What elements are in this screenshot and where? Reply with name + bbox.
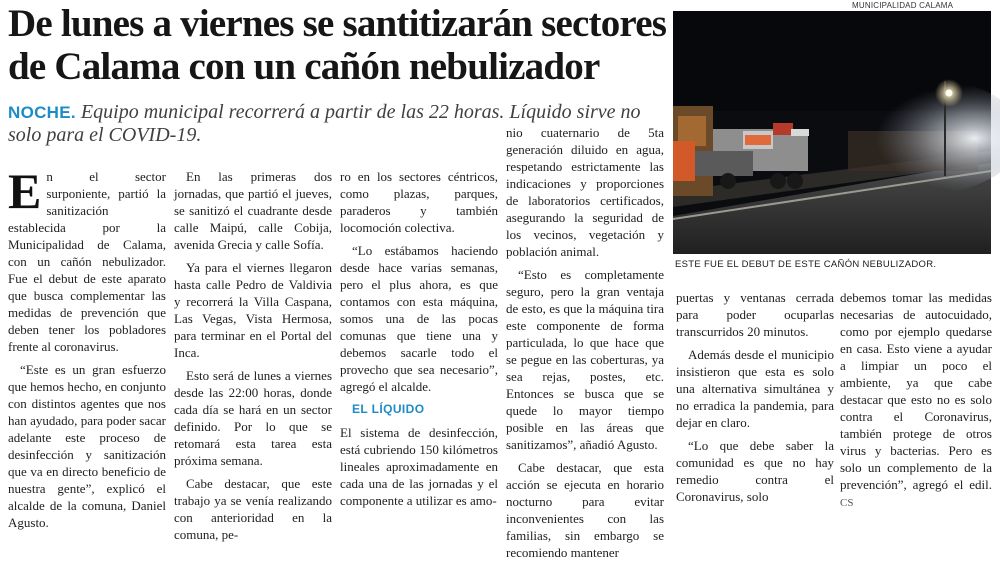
- article-column-4: [506, 124, 664, 560]
- photo-caption: ESTE FUE EL DEBUT DE ESTE CAÑÓN NEBULIZADOR.: [675, 259, 937, 270]
- paragraph: El sistema de desinfección, está cubriendo 150 kilómetros lineales aproximadamente en cada una de las jornadas y el componente a utilizar es amo-: [340, 425, 498, 508]
- lede-kicker: NOCHE.: [8, 103, 76, 122]
- paragraph: “Este es un gran esfuerzo que hemos hecho, en conjunto con distintos agentes que nos han ayudado, para poder sacar adelante este proceso de desinfección y sanitización que va en directo beneficio de nuestra gente”, explicó el alcalde de la comuna, Daniel Agusto.: [8, 362, 166, 530]
- section-subhead: EL LÍQUIDO: [352, 402, 425, 416]
- lede-text: Equipo municipal recorrerá a partir de las 22 horas. Líquido sirve no solo para el COVID-19.: [8, 101, 641, 146]
- paragraph: Cabe destacar, que esta acción se ejecuta en horario nocturno para evitar inconvenientes con las familias, sin embargo se recomiendo mantener: [506, 460, 664, 560]
- photo-credit: MUNICIPALIDAD CALAMA: [852, 1, 954, 10]
- paragraph: [8, 163, 166, 355]
- paragraph: Esto será de lunes a viernes desde las 22:00 horas, donde cada día se hará en un sector definido. Por lo que se retomará esta tarea esta próxima semana.: [174, 368, 332, 468]
- end-mark: CS: [840, 497, 854, 509]
- paragraph: ro en los sectores céntricos, como plazas, parques, paraderos y también locomoción colectiva.: [340, 169, 498, 235]
- drop-cap: E: [8, 163, 42, 219]
- article-column-2: [174, 168, 332, 542]
- paragraph-text: debemos tomar las medidas necesarias de autocuidado, como por ejemplo quedarse en casa. Esto viene a ayudar a limpiar un poco el ambiente, ya que cabe destacar que esto no es solo contra el Coronavirus, también protege de otros virus y bacterias. Pero es solo un complemento de la prevención”, agregó el edil.: [840, 290, 992, 492]
- paragraph: puertas y ventanas cerrada para poder ocuparlas transcurridos 20 minutos.: [676, 290, 834, 339]
- paragraph: [840, 289, 992, 512]
- headline: De lunes a viernes se santitizarán sectores de Calama con un cañón nebulizador: [8, 2, 667, 88]
- fogging-truck-photo: [673, 11, 991, 254]
- paragraph: “Esto es completamente seguro, pero la gran ventaja de esto, es que la máquina tira este componente de forma particulada, lo que hace que se pegue en las coberturas, ya sea rejas, postes, etc. Entonces se busca que se quede lo mayor tiempo posible en las áreas que sanitizamos”, añadió Agusto.: [506, 267, 664, 452]
- paragraph: En las primeras dos jornadas, que partió el jueves, se sanitizó el cuadrante desde calle Maipú, calle Cobija, avenida Grecia y calle Sofía.: [174, 169, 332, 252]
- paragraph: nio cuaternario de 5ta generación diluido en agua, respetando estrictamente las indicaciones y proporciones de laboratorios certificados, asegurando la seguridad de los vecinos, vegetación y población animal.: [506, 125, 664, 259]
- paragraph-text: n el sector surponiente, partió la sanitización establecida por la Municipalidad de Calama, con un cañón nebulizador. Fue el debut de este aparato que busca complementar las medidas de prevención que deben tener los pobladores frente al coronavirus.: [8, 169, 166, 354]
- paragraph: Ya para el viernes llegaron hasta calle Pedro de Valdivia y recorrerá la Villa Caspana, Las Vegas, Vista Hermosa, para terminar en el Portal del Inca.: [174, 260, 332, 360]
- article-column-5: [676, 289, 834, 504]
- paragraph: “Lo que debe saber la comunidad es que no hay remedio contra el Coronavirus, solo: [676, 438, 834, 504]
- paragraph: Además desde el municipio insistieron que esta es solo una alternativa simultánea y no erradica la pandemia, para dejar en claro.: [676, 347, 834, 430]
- article-column-1: [8, 163, 166, 530]
- news-photo: [673, 11, 991, 254]
- paragraph: “Lo estábamos haciendo desde hace varias semanas, pero el plus ahora, es que contamos con esta máquina, somos una de las pocas comunas que tiene una y debemos sacarle todo el provecho que sea necesario”, agregó el alcalde.: [340, 243, 498, 394]
- paragraph: Cabe destacar, que este trabajo ya se venía realizando con anterioridad en la comuna, pe-: [174, 476, 332, 542]
- article-column-3: [340, 168, 498, 508]
- article-column-6: [840, 289, 992, 509]
